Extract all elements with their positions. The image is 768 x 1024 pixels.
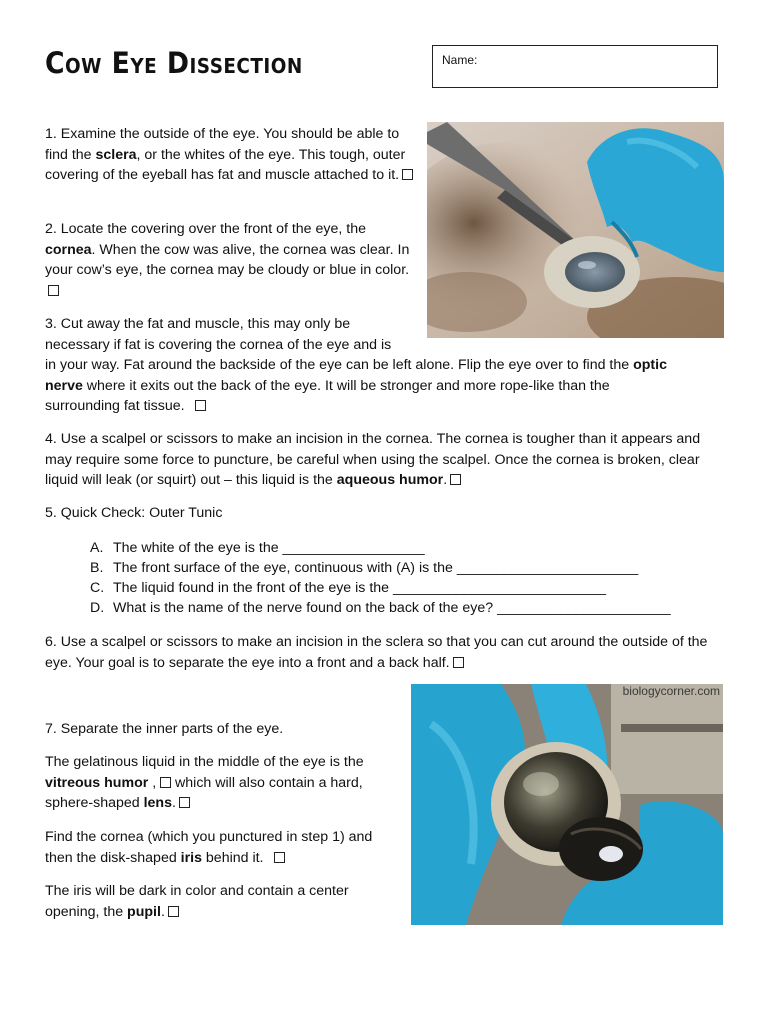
step-2-checkbox[interactable]	[48, 285, 59, 296]
step-5-heading: 5. Quick Check: Outer Tunic	[45, 505, 223, 521]
step-7-text-h: .	[160, 903, 165, 920]
iris-checkbox[interactable]	[274, 852, 285, 863]
step-4-text-c: .	[443, 472, 448, 488]
item-letter: C.	[90, 580, 105, 596]
photo-watermark: biologycorner.com	[622, 684, 720, 698]
term-cornea: cornea	[45, 241, 92, 258]
quick-check-item	[90, 558, 671, 578]
photo-2-image	[411, 684, 723, 925]
step-7-text-g: The iris will be dark in color and contain a center opening, the	[45, 883, 349, 920]
term-pupil: pupil	[127, 903, 161, 920]
step-7-text-b: ,	[148, 774, 161, 791]
step-7-heading: 7. Separate the inner parts of the eye.	[45, 721, 284, 737]
step-3-line-3	[45, 355, 725, 376]
step-3-line-1: 3. Cut away the fat and muscle, this may only be	[45, 316, 351, 332]
item-letter: A.	[90, 540, 104, 556]
step-1	[45, 124, 417, 186]
name-field[interactable]	[432, 45, 718, 88]
item-text: What is the name of the nerve found on the back of the eye? ______________________	[113, 600, 671, 616]
term-lens: lens	[143, 795, 172, 811]
step-6-text: 6. Use a scalpel or scissors to make an incision in the sclera so that you can cut around the outside of the eye. Your goal is to separate the eye into a front and a back half.	[45, 634, 708, 671]
photo-1-image	[427, 122, 724, 338]
step-6	[45, 632, 725, 673]
step-2	[45, 219, 417, 301]
step-3-line-2: necessary if fat is covering the cornea of the eye and is	[45, 336, 392, 353]
lens-checkbox[interactable]	[179, 797, 190, 808]
item-text: The front surface of the eye, continuous with (A) is the _______________________	[113, 560, 639, 576]
step-7-paragraph-3	[45, 881, 397, 922]
step-7-text-a: The gelatinous liquid in the middle of the eye is the	[45, 754, 364, 770]
term-aqueous-humor: aqueous humor	[336, 472, 444, 488]
step-3-text-c: where it exits out the back of the eye. It will be stronger and more rope-like than the	[82, 377, 610, 394]
pupil-checkbox[interactable]	[168, 906, 179, 917]
item-letter: B.	[90, 560, 104, 576]
step-4-text-a: 4. Use a scalpel or scissors to make an incision in the cornea. The cornea is tougher than it appears and may require some force to puncture, be careful when using the scalpel. Once the cornea is broken, clear liquid will leak (or squirt) out – this liquid is the	[45, 431, 701, 488]
quick-check-item	[90, 598, 671, 618]
dissection-photo-2	[411, 684, 723, 925]
step-1-checkbox[interactable]	[402, 169, 413, 180]
dissection-photo-1	[427, 122, 724, 338]
step-4	[45, 429, 725, 491]
step-7-text-d: .	[171, 795, 176, 811]
step-7-paragraph-1	[45, 752, 397, 814]
step-3-text-a: in your way. Fat around the backside of the eye can be left alone. Flip the eye over to find the	[45, 357, 634, 373]
quick-check-list	[90, 538, 671, 618]
step-6-checkbox[interactable]	[453, 657, 464, 668]
vitreous-checkbox[interactable]	[160, 777, 171, 788]
step-3-line-4	[45, 376, 725, 397]
step-4-checkbox[interactable]	[450, 474, 461, 485]
item-letter: D.	[90, 600, 105, 616]
name-label: Name:	[442, 53, 478, 67]
term-sclera: sclera	[95, 146, 137, 163]
quick-check-item	[90, 578, 671, 598]
page-title: Cow Eye Dissection	[45, 46, 303, 80]
term-nerve: nerve	[45, 377, 83, 394]
item-text: The white of the eye is the __________________	[113, 540, 425, 556]
step-3-checkbox[interactable]	[195, 400, 206, 411]
quick-check-item	[90, 538, 671, 558]
term-iris: iris	[180, 849, 202, 866]
step-7-text-f: behind it.	[201, 849, 264, 866]
step-7-text-c: which will also contain a hard, sphere-shaped	[45, 774, 363, 811]
step-3-line-5	[45, 396, 725, 417]
step-2-text-a: 2. Locate the covering over the front of the eye, the	[45, 221, 366, 237]
step-7-text-e: Find the cornea (which you punctured in step 1) and then the disk-shaped	[45, 829, 373, 866]
step-2-text-c: . When the cow was alive, the cornea was clear. In your cow’s eye, the cornea may be cloudy or blue in color.	[45, 241, 410, 278]
item-text: The liquid found in the front of the eye is the ___________________________	[113, 580, 607, 596]
term-vitreous-humor: vitreous humor	[45, 774, 149, 791]
step-3	[45, 314, 725, 417]
step-1-text-a: 1. Examine the outside of the eye. You should be able to find the	[45, 126, 400, 163]
step-1-text-c: , or the whites of the eye. This tough, outer covering of the eyeball has fat and muscle attached to it.	[45, 146, 406, 183]
step-3-text-d: surrounding fat tissue.	[45, 398, 185, 414]
step-7-paragraph-2	[45, 827, 397, 868]
term-optic: optic	[633, 357, 667, 373]
